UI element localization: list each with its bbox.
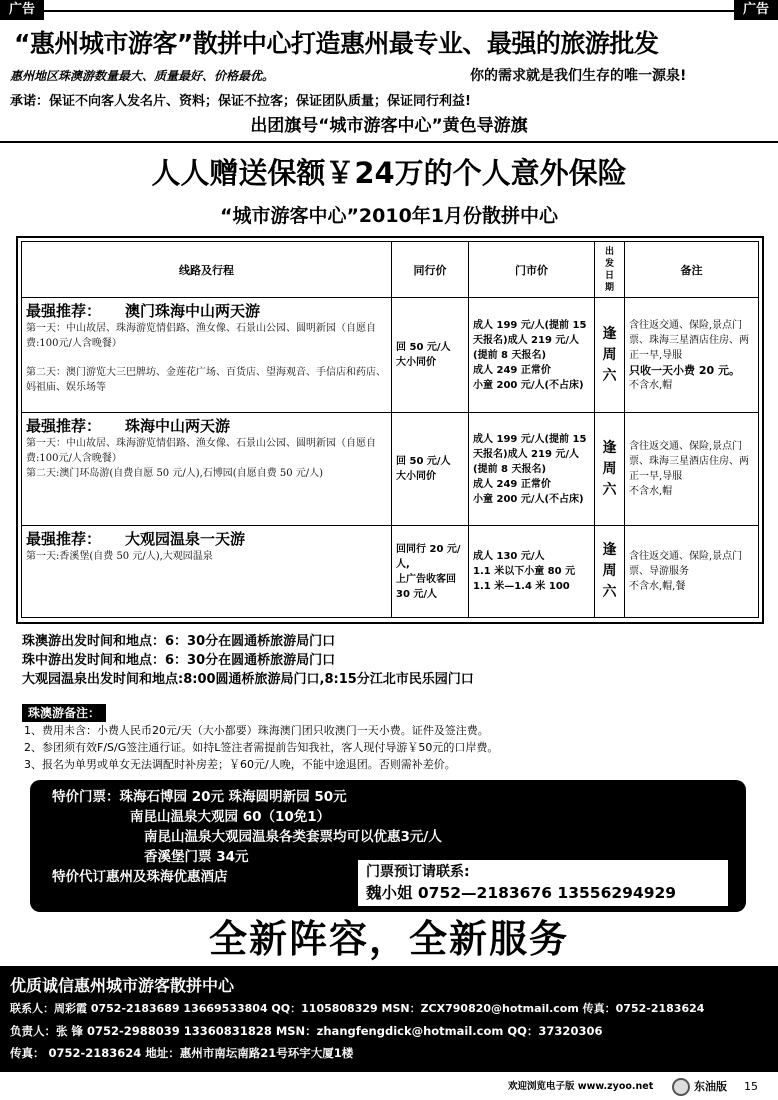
route-cell: [22, 298, 392, 413]
routes-table: [21, 241, 759, 618]
ticket-line: 南昆山温泉大观园温泉各类套票均可以优惠3元/人: [144, 829, 442, 845]
promise: 承诺：保证不向客人发名片、资料；保证不拉客；保证团队质量；保证同行利益!: [10, 94, 471, 109]
retail-price: 成人 199 元/人(提前 15 天报名)成人 219 元/人(提前 8 天报名) 成人 249 正常价 小童 200 元/人(不占床): [469, 298, 595, 413]
flag-line: 出团旗号“城市游客中心”黄色导游旗: [250, 116, 528, 136]
route-day1: 第一天：中山故居、珠海游览情侣路、渔女像、石景山公园、圆明新园（自愿自费:100元/人含晚餐）: [26, 438, 376, 464]
departure-day: 逢 周 六: [595, 526, 625, 618]
header-route: 线路及行程: [22, 242, 392, 298]
ticket-box: [30, 780, 746, 912]
footer-line: 联系人：周彩霞 0752-2183689 13669533804 QQ：1105808329 MSN：ZCX790820@hotmail.com 传真：0752-2183624: [10, 1002, 705, 1015]
peer-price: 回 50 元/人 大小同价: [392, 413, 469, 526]
sub-left: 惠州地区珠澳游数量最大、质量最好、价格最优。: [10, 69, 275, 83]
departure-day: 逢 周 六: [595, 413, 625, 526]
logo-icon: [672, 1078, 690, 1096]
route-name: 澳门珠海中山两天游: [125, 302, 261, 320]
note-text: 含往返交通、保险,景点门票、珠海三星酒店住房、两正一早,导服: [629, 441, 749, 482]
header-note: 备注: [625, 242, 759, 298]
note-cell: [625, 526, 759, 618]
peer-price: 回 50 元/人 大小同价: [392, 298, 469, 413]
top-rule: [44, 10, 734, 12]
route-name: 大观园温泉一天游: [125, 530, 246, 548]
note-item: 2、参团须有效F/S/G签注通行证。如持L签注者需提前告知我社，客人现付导游￥50元的口岸费。: [24, 741, 499, 754]
ticket-line: 特价门票：珠海石博园 20元 珠海圆明新园 50元: [52, 789, 347, 805]
ticket-line: 南昆山温泉大观园 60（10免1）: [130, 809, 331, 825]
routes-table-frame: [16, 236, 764, 624]
slogan: 全新阵容，全新服务: [208, 916, 569, 961]
rec-label: 最强推荐：: [26, 302, 102, 320]
note-item: 3、报名为单男或单女无法调配时补房差；￥60元/人晚，不能中途退团。否则需补差价。: [24, 758, 456, 771]
footer: [0, 966, 778, 1072]
footer-line: 负责人：张 锋 0752-2988039 13360831828 MSN：zhangfengdick@hotmail.com QQ：37320306: [10, 1024, 603, 1038]
bottom-edition: 东油版: [694, 1080, 727, 1093]
header-retail-price: 门市价: [469, 242, 595, 298]
headline: “惠州城市游客”散拼中心打造惠州最专业、最强的旅游批发: [14, 29, 659, 58]
bottom-bar: [0, 1074, 778, 1100]
departure-line: 珠澳游出发时间和地点：6：30分在圆通桥旅游局门口: [22, 634, 336, 649]
departure-line: 大观园温泉出发时间和地点:8:00圆通桥旅游局门口,8:15分江北市民乐园门口: [22, 672, 474, 687]
notes-title: 珠澳游备注：: [22, 704, 106, 722]
header-peer-price: 同行价: [392, 242, 469, 298]
ad-label-right: 广告: [734, 0, 778, 20]
retail-price: 成人 130 元/人 1.1 米以下小童 80 元 1.1 米—1.4 米 100: [469, 526, 595, 618]
table-row: [22, 526, 759, 618]
ticket-contact-box: [356, 858, 730, 908]
ticket-line: 特价代订惠州及珠海优惠酒店: [52, 869, 228, 885]
route-cell: [22, 413, 392, 526]
ticket-line: 香溪堡门票 34元: [144, 849, 249, 865]
note-item: 1、费用未含：小费人民币20元/天（大小都要）珠海澳门团只收澳门一天小费。证件及签注费。: [24, 724, 489, 737]
rec-label: 最强推荐：: [26, 417, 102, 435]
sub-right: 你的需求就是我们生存的唯一源泉!: [470, 68, 687, 84]
route-day1: 第一天：中山故居、珠海游览情侣路、渔女像、石景山公园、圆明新园（自愿自费:100元/人含晚餐）: [26, 323, 376, 349]
bottom-text: 欢迎浏览电子版 www.zyoo.net: [508, 1081, 654, 1092]
departure-line: 珠中游出发时间和地点：6：30分在圆通桥旅游局门口: [22, 653, 336, 668]
departure-list: [22, 632, 772, 689]
contact-title: 门票预订请联系:: [366, 864, 470, 880]
contact-phone: 魏小姐 0752—2183676 13556294929: [366, 884, 677, 902]
table-header-row: [22, 242, 759, 298]
insurance-title: 人人赠送保额￥24万的个人意外保险: [151, 156, 627, 190]
note-text: 含往返交通、保险,景点门票、导游服务: [629, 551, 743, 577]
table-row: [22, 298, 759, 413]
route-day2: 第二天:澳门环岛游(自费自愿 50 元/人),石博园(自愿自费 50 元/人): [26, 468, 324, 479]
note-text: 含往返交通、保险,景点门票、珠海三星酒店住房、两正一早,导服: [629, 319, 749, 361]
departure-day: 逢 周 六: [595, 298, 625, 413]
note-cell: [625, 298, 759, 413]
notes-list: [24, 722, 769, 773]
insurance-subtitle: “城市游客中心”2010年1月份散拼中心: [219, 205, 559, 227]
note-bold: 只收一天小费 20 元。: [629, 363, 740, 377]
note-cell: [625, 413, 759, 526]
route-cell: [22, 526, 392, 618]
footer-company: 优质诚信惠州城市游客散拼中心: [10, 976, 235, 995]
header-departure: 出发日期: [595, 242, 625, 298]
retail-price: 成人 199 元/人(提前 15 天报名)成人 219 元/人(提前 8 天报名) 成人 249 正常价 小童 200 元/人(不占床): [469, 413, 595, 526]
footer-line: 传真： 0752-2183624 地址：惠州市南坛南路21号环宇大厦1楼: [10, 1046, 354, 1060]
rec-label: 最强推荐：: [26, 530, 102, 548]
table-row: [22, 413, 759, 526]
header-divider: [0, 141, 778, 143]
route-name: 珠海中山两天游: [125, 417, 231, 435]
note-extra: 不含水,帽: [629, 379, 673, 391]
ad-label-left: 广告: [0, 0, 44, 20]
note-extra: 不含水,帽,餐: [629, 581, 686, 592]
route-day1: 第一天:香溪堡(自费 50 元/人),大观园温泉: [26, 551, 213, 562]
page-number: 15: [744, 1080, 758, 1093]
peer-price: 回同行 20 元/人, 上广告收客回 30 元/人: [392, 526, 469, 618]
route-day2: 第二天：澳门游览大三巴牌坊、金莲花广场、百货店、望海观音、手信店和药店、妈祖庙、娱乐场等: [26, 367, 386, 393]
note-extra: 不含水,帽: [629, 486, 673, 497]
